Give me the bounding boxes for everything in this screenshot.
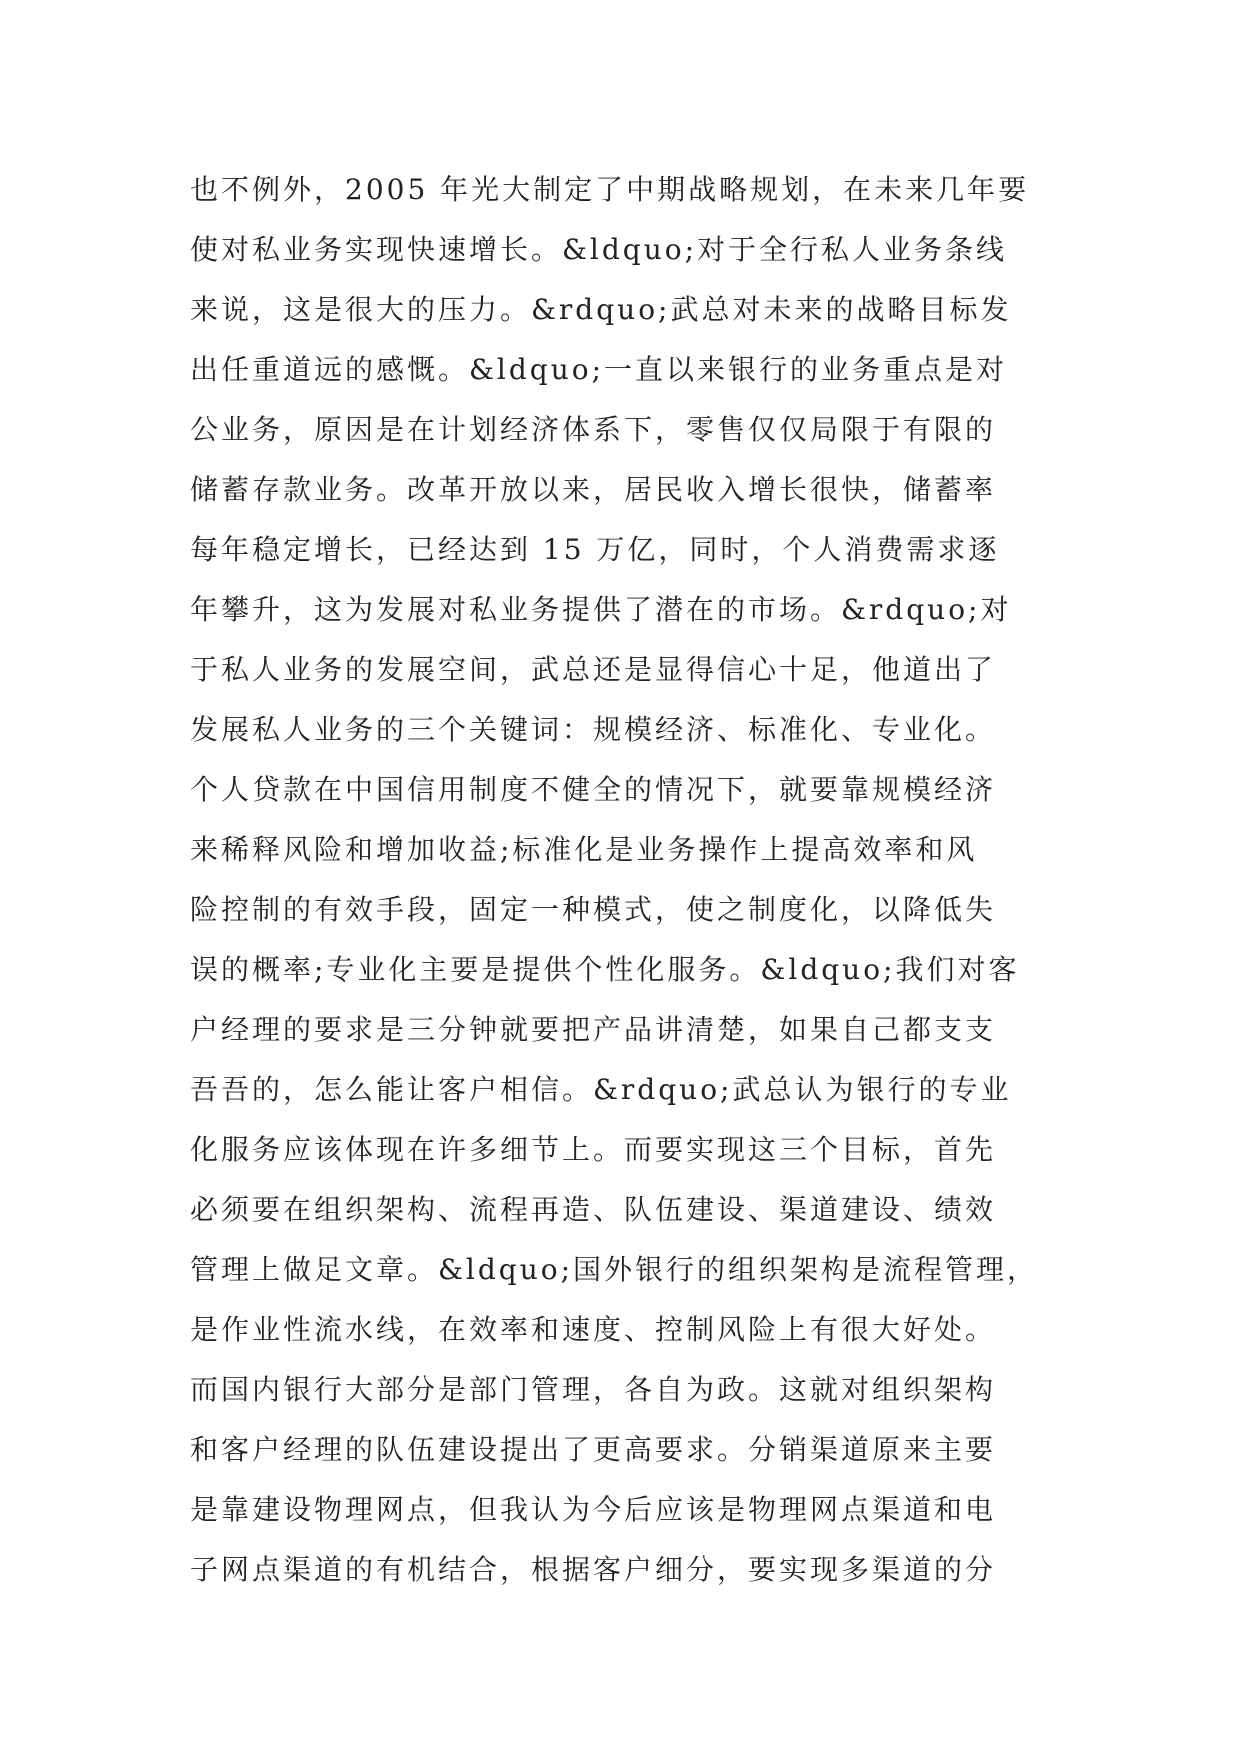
text-line: 来说，这是很大的压力。&rdquo;武总对未来的战略目标发 — [190, 293, 1012, 326]
text-line: 公业务，原因是在计划经济体系下，零售仅仅局限于有限的 — [190, 413, 997, 446]
text-line: 化服务应该体现在许多细节上。而要实现这三个目标，首先 — [190, 1133, 997, 1166]
text-line: 年攀升，这为发展对私业务提供了潜在的市场。&rdquo;对 — [190, 593, 1012, 626]
text-line: 于私人业务的发展空间，武总还是显得信心十足，他道出了 — [190, 653, 997, 686]
text-line: 是靠建设物理网点，但我认为今后应该是物理网点渠道和电 — [190, 1493, 997, 1526]
text-line: 每年稳定增长，已经达到 15 万亿，同时，个人消费需求逐 — [190, 533, 1000, 566]
text-line: 发展私人业务的三个关键词：规模经济、标准化、专业化。 — [190, 713, 997, 746]
text-line: 吾吾的，怎么能让客户相信。&rdquo;武总认为银行的专业 — [190, 1073, 1012, 1106]
text-line: 来稀释风险和增加收益;标准化是业务操作上提高效率和风 — [190, 833, 978, 866]
text-line: 储蓄存款业务。改革开放以来，居民收入增长很快，储蓄率 — [190, 473, 997, 506]
text-line: 误的概率;专业化主要是提供个性化服务。&ldquo;我们对客 — [190, 953, 1020, 986]
text-line: 和客户经理的队伍建设提出了更高要求。分销渠道原来主要 — [190, 1433, 997, 1466]
text-line: 使对私业务实现快速增长。&ldquo;对于全行私人业务条线 — [190, 233, 1008, 266]
body-text — [190, 160, 1090, 1600]
text-line: 而国内银行大部分是部门管理，各自为政。这就对组织架构 — [190, 1373, 997, 1406]
text-line: 出任重道远的感慨。&ldquo;一直以来银行的业务重点是对 — [190, 353, 1008, 386]
text-line: 管理上做足文章。&ldquo;国外银行的组织架构是流程管理， — [190, 1253, 1039, 1286]
text-line: 必须要在组织架构、流程再造、队伍建设、渠道建设、绩效 — [190, 1193, 997, 1226]
text-line: 户经理的要求是三分钟就要把产品讲清楚，如果自己都支支 — [190, 1013, 997, 1046]
text-line: 个人贷款在中国信用制度不健全的情况下，就要靠规模经济 — [190, 773, 997, 806]
text-line: 也不例外，2005 年光大制定了中期战略规划，在未来几年要 — [190, 173, 1030, 206]
text-line: 险控制的有效手段，固定一种模式，使之制度化，以降低失 — [190, 893, 997, 926]
text-line: 是作业性流水线，在效率和速度、控制风险上有很大好处。 — [190, 1313, 997, 1346]
text-line: 子网点渠道的有机结合，根据客户细分，要实现多渠道的分 — [190, 1553, 997, 1586]
